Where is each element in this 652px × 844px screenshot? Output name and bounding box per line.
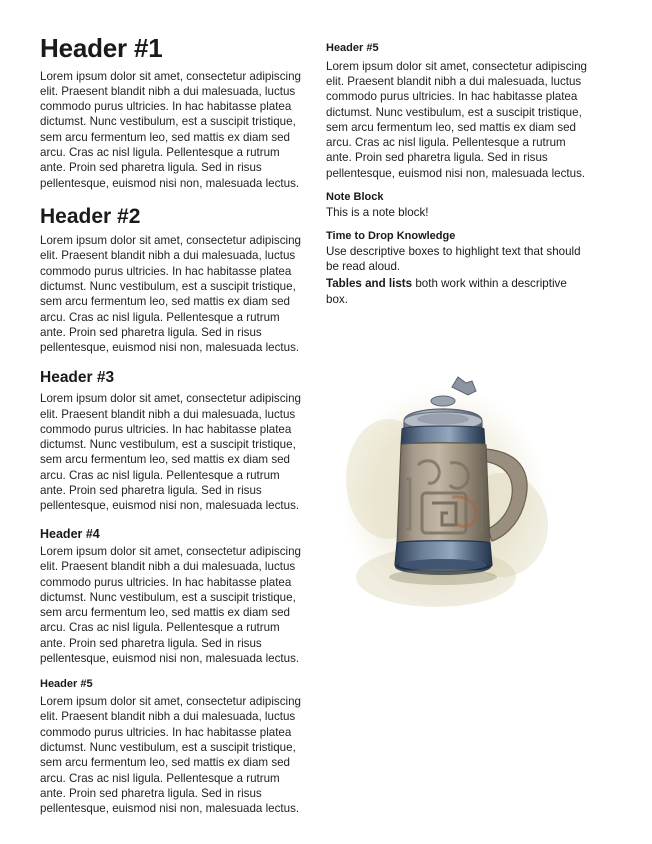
body-paragraph-right: Lorem ipsum dolor sit amet, consectetur adipiscing elit. Praesent blandit nibh a dui malesuada, luctus commodo purus ultricies. In hac habitasse platea dictumst. Nunc vestibulum, est a suscipit tristique, sem arcu fermentum leo, sed mattis ex diam sed arcu. Cras ac nisl ligula. Pellentesque a rutrum ante. Proin sed pharetra ligula. Sed in risus pellentesque, euismod nisi non, malesuada lectus.: [326, 59, 587, 180]
header-2: Header #2: [40, 204, 141, 228]
body-paragraph-4: Lorem ipsum dolor sit amet, consectetur adipiscing elit. Praesent blandit nibh a dui malesuada, luctus commodo purus ultricies. In hac habitasse platea dictumst. Nunc vestibulum, est a suscipit tristique, sem arcu fermentum leo, sed mattis ex diam sed arcu. Cras ac nisl ligula. Pellentesque a rutrum ante. Proin sed pharetra ligula. Sed in risus pellentesque, euismod nisi non, malesuada lectus.: [40, 545, 301, 666]
header-5-right: Header #5: [326, 42, 379, 54]
note-block-title: Note Block: [326, 191, 384, 204]
header-3: Header #3: [40, 369, 115, 387]
tables-and-lists-text: [326, 276, 588, 307]
right-column: [326, 34, 588, 629]
tables-and-lists-lead: Tables and lists: [326, 277, 413, 291]
note-block-text: This is a note block!: [326, 206, 429, 220]
beer-stein-illustration: [326, 329, 588, 629]
two-column-layout: [40, 34, 612, 818]
body-paragraph-1: Lorem ipsum dolor sit amet, consectetur adipiscing elit. Praesent blandit nibh a dui malesuada, luctus commodo purus ultricies. In hac habitasse platea dictumst. Nunc vestibulum, est a suscipit tristique, sem arcu fermentum leo, sed mattis ex diam sed arcu. Cras ac nisl ligula. Pellentesque a rutrum ante. Proin sed pharetra ligula. Sed in risus pellentesque, euismod nisi non, malesuada lectus.: [40, 69, 301, 190]
body-paragraph-2: Lorem ipsum dolor sit amet, consectetur adipiscing elit. Praesent blandit nibh a dui malesuada, luctus commodo purus ultricies. In hac habitasse platea dictumst. Nunc vestibulum, est a suscipit tristique, sem arcu fermentum leo, sed mattis ex diam sed arcu. Cras ac nisl ligula. Pellentesque a rutrum ante. Proin sed pharetra ligula. Sed in risus pellentesque, euismod nisi non, malesuada lectus.: [40, 234, 301, 355]
drop-knowledge-text: Use descriptive boxes to highlight text that should be read aloud.: [326, 244, 581, 273]
drop-knowledge-title: Time to Drop Knowledge: [326, 229, 456, 242]
header-4: Header #4: [40, 526, 100, 541]
body-paragraph-3: Lorem ipsum dolor sit amet, consectetur adipiscing elit. Praesent blandit nibh a dui malesuada, luctus commodo purus ultricies. In hac habitasse platea dictumst. Nunc vestibulum, est a suscipit tristique, sem arcu fermentum leo, sed mattis ex diam sed arcu. Cras ac nisl ligula. Pellentesque a rutrum ante. Proin sed pharetra ligula. Sed in risus pellentesque, euismod nisi non, malesuada lectus.: [40, 392, 301, 513]
left-column: [40, 34, 302, 818]
tables-and-lists-rest: both work within a descriptive box.: [326, 277, 567, 306]
header-1: Header #1: [40, 33, 163, 63]
body-paragraph-5: Lorem ipsum dolor sit amet, consectetur adipiscing elit. Praesent blandit nibh a dui malesuada, luctus commodo purus ultricies. In hac habitasse platea dictumst. Nunc vestibulum, est a suscipit tristique, sem arcu fermentum leo, sed mattis ex diam sed arcu. Cras ac nisl ligula. Pellentesque a rutrum ante. Proin sed pharetra ligula. Sed in risus pellentesque, euismod nisi non, malesuada lectus.: [40, 695, 301, 816]
header-5-left: Header #5: [40, 678, 93, 691]
